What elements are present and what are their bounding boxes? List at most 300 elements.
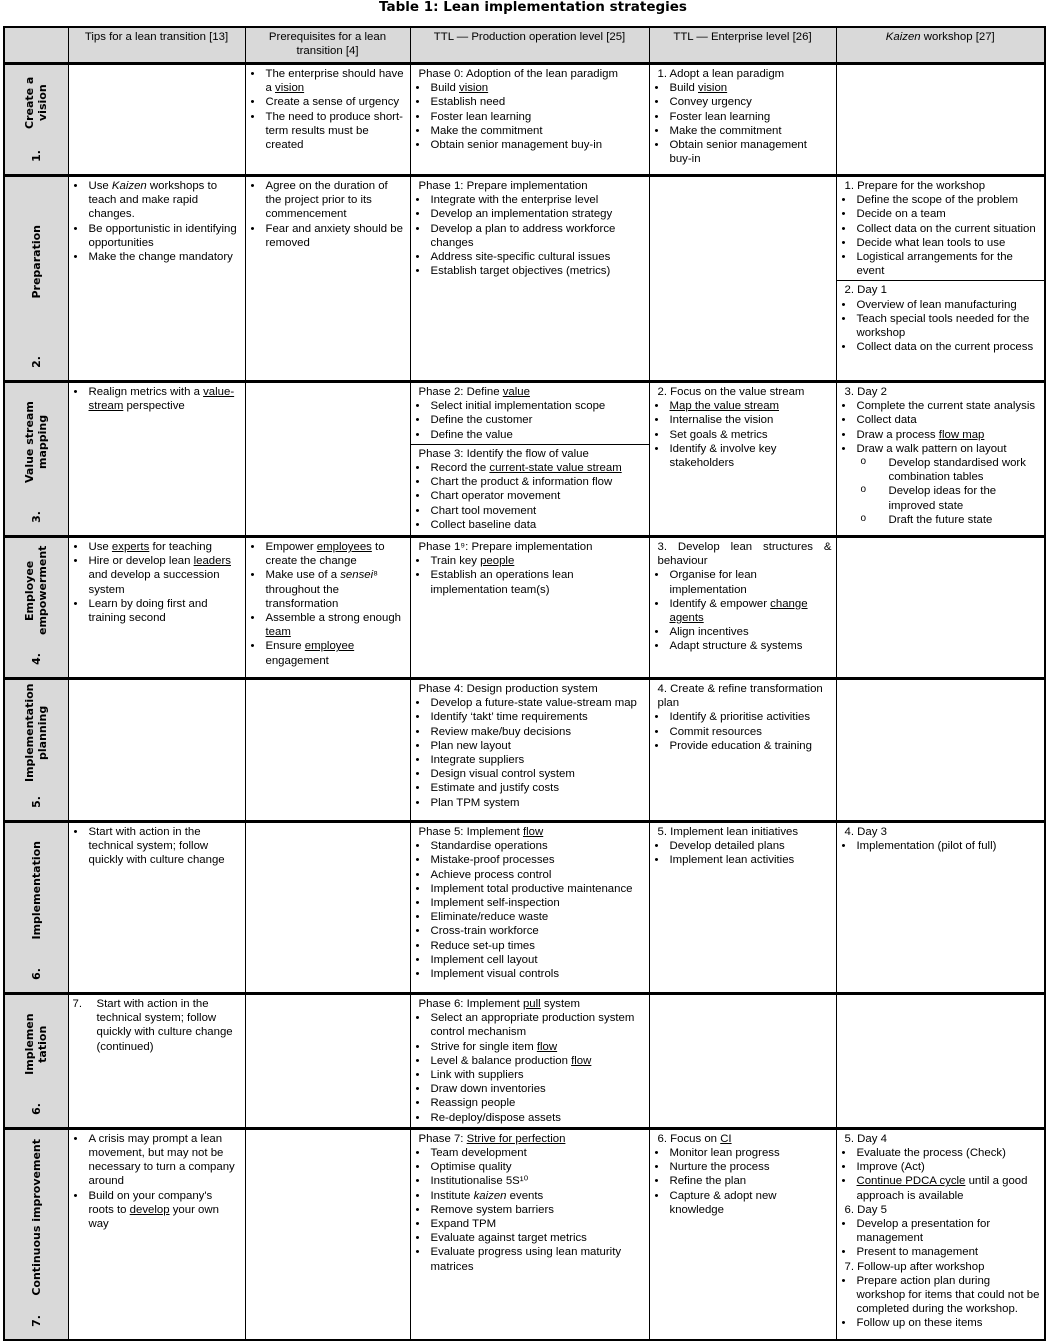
bullet-item [415,696,645,710]
bullet-item [415,910,645,924]
item-text: Use experts for teaching [88,541,212,553]
row-label: Implementation planning [23,683,50,783]
item-text: Team development [430,1147,527,1160]
item-text: Collect data on the current situation [856,222,1036,235]
bullet-item [415,1189,645,1203]
bullet-item [654,839,832,853]
section-heading [654,385,832,399]
bullet-item [654,95,832,109]
item-text: Create a sense of urgency [265,96,400,109]
bullet-item [415,81,645,95]
section-heading [654,682,832,710]
table-cell [649,822,836,994]
item-text: Prepare action plan during workshop for items that could not be completed during the workshop. [856,1274,1040,1316]
table-cell [410,679,649,822]
table-row [4,64,1045,176]
table-cell [68,176,245,382]
bullet-item [654,1189,832,1217]
item-text: Start with action in the technical system; follow quickly with culture change (continued) [96,998,233,1053]
bullet-item [415,725,645,739]
bullet-item [415,1096,645,1110]
item-text: Obtain senior management buy-in [669,139,807,166]
row-label-cell [4,176,68,382]
bullet-item [415,1054,645,1068]
item-text: Make the change mandatory [88,251,233,264]
bullet-item [415,1160,645,1174]
table-cell [245,994,410,1129]
item-text: Phase 1: Prepare implementation [418,180,588,192]
item-text: Internalise the vision [669,414,774,427]
bullet-item [73,385,241,413]
bullet-item [841,222,1041,236]
item-text: Phase 4: Design production system [418,683,598,695]
bullet-item [841,428,1041,442]
bullet-item [841,250,1041,278]
section-heading [841,1132,1041,1146]
item-text: Develop an implementation strategy [430,208,613,221]
table-cell [836,1128,1045,1340]
section-heading [841,385,1041,399]
item-text: Select an appropriate production system control mechanism [430,1012,635,1039]
table-cell [68,537,245,679]
cell-block [841,1132,1041,1331]
table-cell [245,1128,410,1340]
table-cell [410,822,649,994]
table-cell [410,176,649,382]
row-label-cell [4,679,68,822]
table-cell [836,176,1045,382]
item-text: Strive for single item flow [430,1040,558,1053]
item-text: Chart the product & information flow [430,476,613,489]
item-text: Make the commitment [430,124,543,137]
item-text: Collect baseline data [430,518,537,531]
item-text: Implement self-inspection [430,897,560,910]
bullet-item [415,504,645,518]
bullet-item [415,739,645,753]
item-text: Obtain senior management buy-in [430,139,603,152]
cell-block [415,540,645,597]
item-text: Present to management [856,1246,979,1259]
item-text: Phase 1⁹: Prepare implementation [418,541,593,553]
bullet-item [73,825,241,868]
bullet-item [415,1068,645,1082]
table-cell [245,382,410,537]
item-text: Integrate suppliers [430,754,525,767]
item-text: Build on your company's roots to develop your own way [88,1189,219,1231]
row-label-cell [4,382,68,537]
cell-block [841,179,1041,278]
cell-block [841,385,1041,527]
item-text: Define the value [430,428,513,441]
section-heading [415,179,645,193]
item-text: 1. Adopt a lean paradigm [657,68,785,80]
column-header-label: TTL — Production operation level [25] [433,31,626,43]
bullet-item [841,1146,1041,1160]
table-cell [836,537,1045,679]
row-number: 3. [29,511,43,523]
section-heading [415,825,645,839]
bullet-item [415,475,645,489]
item-text: Organise for lean implementation [669,569,757,596]
header-row [4,27,1045,64]
cell-block [73,825,241,868]
section-heading [415,997,645,1011]
bullet-item [415,222,645,250]
cell-block [654,67,832,166]
row-label: Create a vision [23,76,50,129]
cell-block [415,179,645,278]
table-cell [245,822,410,994]
cell-block [841,825,1041,853]
bullet-item [654,413,832,427]
bullet-item [654,399,832,413]
item-text: Map the value stream [669,400,780,413]
item-text: Logistical arrangements for the event [856,251,1013,278]
section-heading [841,1260,1041,1274]
bullet-item [415,95,645,109]
table-cell [68,1128,245,1340]
cell-block [250,179,406,250]
table-cell [410,537,649,679]
section-heading [415,682,645,696]
item-text: Define the scope of the problem [856,194,1018,207]
item-text: Develop a presentation for management [856,1218,991,1245]
item-text: Achieve process control [430,868,552,881]
bullet-item [841,193,1041,207]
item-text: Record the current-state value stream [430,462,622,475]
table-cell [245,176,410,382]
item-text: Eliminate/reduce waste [430,911,549,924]
table-cell [410,994,649,1129]
table-cell [649,537,836,679]
bullet-item [841,340,1041,354]
cell-block [415,67,645,152]
table-cell [649,679,836,822]
bullet-item [250,179,406,222]
bullet-item [73,1189,241,1232]
item-text: Adapt structure & systems [669,640,803,653]
item-text: Implement total productive maintenance [430,882,633,895]
column-header [68,27,245,64]
bullet-item [415,1011,645,1039]
bullet-item [415,953,645,967]
bullet-item [654,853,832,867]
table-row [4,994,1045,1129]
cell-block [654,540,832,654]
table-cell [68,64,245,176]
item-text: 1. Prepare for the workshop [844,180,986,192]
bullet-item [73,554,241,597]
item-text: Review make/buy decisions [430,725,572,738]
bullet-item [415,1146,645,1160]
item-text: Reassign people [430,1097,516,1110]
section-heading [841,283,1041,297]
table-cell [245,679,410,822]
bullet-item [654,1160,832,1174]
bullet-item [250,67,406,95]
item-text: Start with action in the technical system; follow quickly with culture change [88,826,225,867]
bullet-item [250,639,406,667]
section-heading [654,825,832,839]
item-text: Implementation (pilot of full) [856,840,997,853]
item-text: Estimate and justify costs [430,782,560,795]
bullet-item [73,179,241,222]
item-text: Set goals & metrics [669,428,768,441]
item-text: Agree on the duration of the project prior to its commencement [265,180,388,221]
item-text: 3. Develop lean structures & behaviour [657,541,832,568]
item-text: Level & balance production flow [430,1054,592,1067]
section-heading [415,540,645,554]
item-text: 6. Focus on CI [657,1132,732,1145]
item-text: Implement cell layout [430,953,538,966]
table-cell [649,1128,836,1340]
bullet-item [654,110,832,124]
item-text: Nurture the process [669,1161,770,1174]
table-row [4,822,1045,994]
bullet-item [415,207,645,221]
bullet-item [654,1174,832,1188]
item-text: 3. Day 2 [844,386,887,398]
sub-bullet-item [841,513,1041,527]
item-text: Develop detailed plans [669,840,785,853]
section-heading [841,825,1041,839]
bullet-item [654,710,832,724]
bullet-item [415,1231,645,1245]
bullet-item [841,442,1041,456]
table-cell [410,382,649,537]
row-label-cell [4,822,68,994]
bullet-item [250,95,406,109]
section-heading [654,1132,832,1146]
item-text: Draw a process flow map [856,428,985,441]
item-text: Optimise quality [430,1161,512,1174]
bullet-item [415,781,645,795]
bullet-item [415,1040,645,1054]
bullet-item [841,1245,1041,1259]
item-text: Convey urgency [669,96,752,109]
bullet-item [415,461,645,475]
column-header [245,27,410,64]
row-label: Implementation [29,841,43,940]
item-text: The need to produce short-term results must be created [265,110,403,152]
bullet-item [415,882,645,896]
bullet-item [415,967,645,981]
item-text: Draft the future state [888,513,993,526]
row-label-cell [4,537,68,679]
item-text: Evaluate against target metrics [430,1232,587,1245]
section-heading [415,1132,645,1146]
table-cell [649,64,836,176]
cell-block [415,682,645,810]
item-text: Continue PDCA cycle until a good approach is available [856,1175,1028,1202]
item-text: Develop a future-state value-stream map [430,697,637,710]
cell-block [654,1132,832,1217]
bullet-item [841,839,1041,853]
item-text: Plan TPM system [430,796,520,809]
item-text: Follow up on these items [856,1317,983,1330]
bullet-item [250,611,406,639]
bullet-item [250,540,406,568]
item-text: Develop a plan to address workforce changes [430,222,616,249]
bullet-item [841,1174,1041,1202]
row-number: 5. [29,796,43,808]
bullet-item [841,312,1041,340]
item-text: The enterprise should have a vision [265,68,404,95]
bullet-item [841,1316,1041,1330]
cell-block [250,540,406,668]
item-text: Reduce set-up times [430,939,535,952]
item-text: Develop ideas for the improved state [888,485,997,512]
bullet-item [415,399,645,413]
item-text: Cross-train workforce [430,925,539,938]
item-text: Implement lean activities [669,854,795,867]
bullet-item [415,250,645,264]
bullet-item [415,138,645,152]
bullet-item [73,250,241,264]
item-text: Draw a walk pattern on layout [856,442,1007,455]
section-heading [415,67,645,81]
bullet-item [841,298,1041,312]
bullet-item [654,81,832,95]
bullet-item [841,399,1041,413]
table-cell [649,176,836,382]
item-text: 7. Follow-up after workshop [844,1260,985,1273]
item-text: Establish an operations lean implementation team(s) [430,569,574,596]
item-text: Mistake-proof processes [430,854,555,867]
item-text: Institutionalise 5S¹⁰ [430,1175,529,1188]
table-row [4,537,1045,679]
bullet-item [654,568,832,596]
item-text: 4. Create & refine transformation plan [657,683,823,710]
bullet-item [654,1146,832,1160]
cell-block [73,997,241,1054]
item-text: Empower employees to create the change [265,541,385,568]
table-row [4,679,1045,822]
cell-block [654,825,832,868]
item-text: Monitor lean progress [669,1147,780,1160]
bullet-item [415,568,645,596]
item-text: Develop standardised work combination tables [888,457,1026,484]
cell-block [73,1132,241,1231]
item-text: Assemble a strong enough team [265,612,402,639]
table-cell [649,382,836,537]
bullet-item [654,428,832,442]
bullet-item [415,489,645,503]
section-heading [415,447,645,461]
item-text: Make use of a sensei⁸ throughout the transformation [265,569,378,610]
item-text: Hire or develop lean leaders and develop a succession system [88,555,231,596]
item-text: Remove system barriers [430,1203,554,1216]
bullet-item [841,207,1041,221]
item-text: Realign metrics with a value-stream perspective [88,386,235,413]
cell-block [654,385,832,470]
item-text: 6. Day 5 [844,1203,887,1216]
section-heading [415,385,645,399]
bullet-item [73,222,241,250]
row-number: 1. [29,150,43,162]
row-label-cell [4,994,68,1129]
item-text: 5. Day 4 [844,1132,887,1145]
bullet-item [654,597,832,625]
item-text: Link with suppliers [430,1069,524,1082]
item-text: Collect data [856,414,917,427]
cell-block [73,540,241,625]
item-text: Define the customer [430,414,533,427]
row-label: Employee empowerment [23,545,50,636]
item-text: Improve (Act) [856,1161,925,1174]
column-header-label: TTL — Enterprise level [26] [673,31,812,43]
section-heading [841,1203,1041,1217]
sub-bullet-item [841,456,1041,484]
cell-block [411,444,649,532]
item-text: Ensure employee engagement [265,640,355,667]
bullet-item [654,639,832,653]
table-row [4,382,1045,537]
table-row [4,176,1045,382]
item-text: Identify & involve key stakeholders [669,442,777,470]
bullet-item [415,413,645,427]
cell-block [73,385,241,413]
bullet-item [73,997,241,1054]
bullet-item [250,110,406,153]
cell-block [654,682,832,753]
section-heading [654,67,832,81]
item-text: Learn by doing first and training second [88,597,208,625]
item-text: Identify & prioritise activities [669,711,811,724]
item-text: A crisis may prompt a lean movement, but may not be necessary to turn a company around [88,1132,235,1188]
item-text: 2. Focus on the value stream [657,386,805,398]
bullet-item [415,796,645,810]
bullet-item [415,193,645,207]
column-header [836,27,1045,64]
item-text: Identify ‘takt’ time requirements [430,711,588,724]
column-header [649,27,836,64]
row-number: 4. [29,653,43,665]
item-text: Design visual control system [430,768,575,781]
item-text: Expand TPM [430,1218,497,1231]
bullet-item [415,924,645,938]
row-number: 2. [29,356,43,368]
item-text: Evaluate progress using lean maturity matrices [430,1246,622,1273]
item-text: Train key people [430,555,515,568]
item-text: Build vision [669,82,728,95]
bullet-item [415,1111,645,1125]
bullet-item [415,124,645,138]
bullet-item [415,868,645,882]
item-text: Phase 7: Strive for perfection [418,1132,566,1145]
bullet-item [415,110,645,124]
bullet-item [250,568,406,611]
table-cell [68,382,245,537]
item-text: 5. Implement lean initiatives [657,826,799,838]
bullet-item [73,540,241,554]
item-text: Establish need [430,96,506,109]
row-number: 7. [29,1315,43,1328]
table-cell [836,64,1045,176]
item-text: Select initial implementation scope [430,400,606,413]
table-cell [836,679,1045,822]
item-text: Fear and anxiety should be removed [265,222,403,249]
bullet-item [415,896,645,910]
table-cell [245,537,410,679]
bullet-item [841,1274,1041,1317]
bullet-item [415,839,645,853]
item-text: Foster lean learning [669,110,771,123]
bullet-item [841,236,1041,250]
item-text: Align incentives [669,626,749,639]
table-cell [836,822,1045,994]
corner-cell [4,27,68,64]
